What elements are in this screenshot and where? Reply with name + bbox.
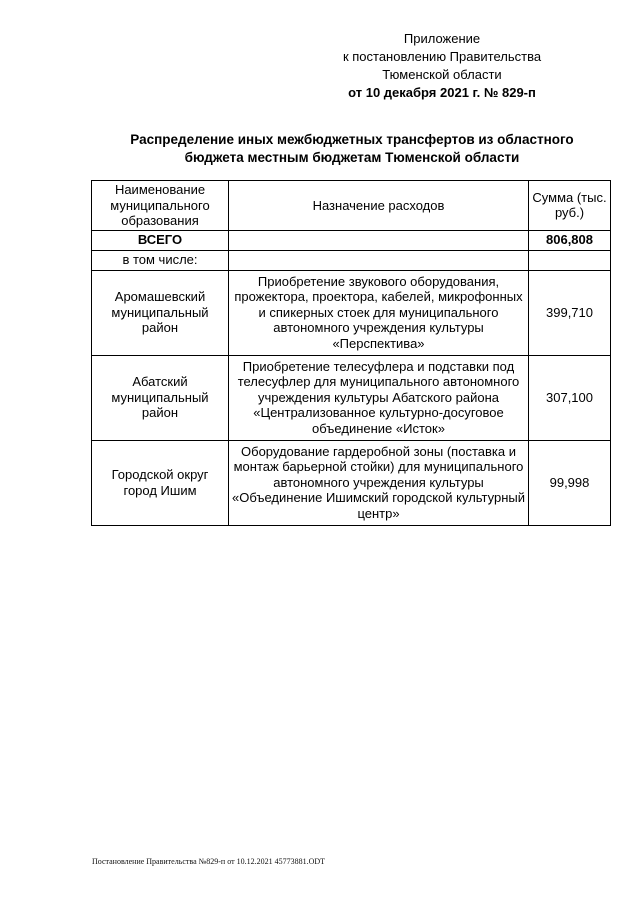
header-amount: Сумма (тыс. руб.) [529,181,611,231]
header-date-number: от 10 декабря 2021 г. № 829-п [348,85,536,100]
header-municipality: Наименование муниципального образования [92,181,229,231]
row-purpose: Оборудование гардеробной зоны (поставка и монтаж барьерной стойки) для муниципального автономного учреждения культуры «Объединение Ишимский городской культурный центр» [229,440,529,525]
total-label: ВСЕГО [92,230,229,250]
row-amount: 399,710 [529,270,611,355]
total-purpose [229,230,529,250]
table-row [92,270,611,355]
row-amount: 307,100 [529,355,611,440]
header-appendix: Приложение [403,31,481,46]
row-municipality: Аромашевский муниципальный район [92,270,229,355]
total-row [92,230,611,250]
header-region: Тюменской области [382,67,502,82]
subheader-amount-empty [529,250,611,270]
title-line-2: бюджета местным бюджетам Тюменской области [184,150,520,165]
document-header [292,30,592,102]
subheader-label: в том числе: [92,250,229,270]
table-header-row [92,181,611,231]
table-row [92,440,611,525]
table-row [92,355,611,440]
document-title [92,131,612,167]
row-purpose: Приобретение телесуфлера и подставки под телесуфлер для муниципального автономного учреждения культуры Абатского района «Централизованное культурно-досуговое объединение «Исток» [229,355,529,440]
header-decree-ref: к постановлению Правительства [342,49,542,64]
subheader-row [92,250,611,270]
total-amount: 806,808 [529,230,611,250]
row-municipality: Городской округ город Ишим [92,440,229,525]
row-amount: 99,998 [529,440,611,525]
subheader-purpose-empty [229,250,529,270]
header-purpose: Назначение расходов [229,181,529,231]
row-purpose: Приобретение звукового оборудования, прожектора, проектора, кабелей, микрофонных и спикерных стоек для муниципального автономного учреждения культуры «Перспектива» [229,270,529,355]
transfers-table [91,180,611,526]
document-footer: Постановление Правительства №829-п от 10.12.2021 45773881.ODT [92,857,326,866]
title-line-1: Распределение иных межбюджетных трансфертов из областного [130,132,574,147]
row-municipality: Абатский муниципальный район [92,355,229,440]
